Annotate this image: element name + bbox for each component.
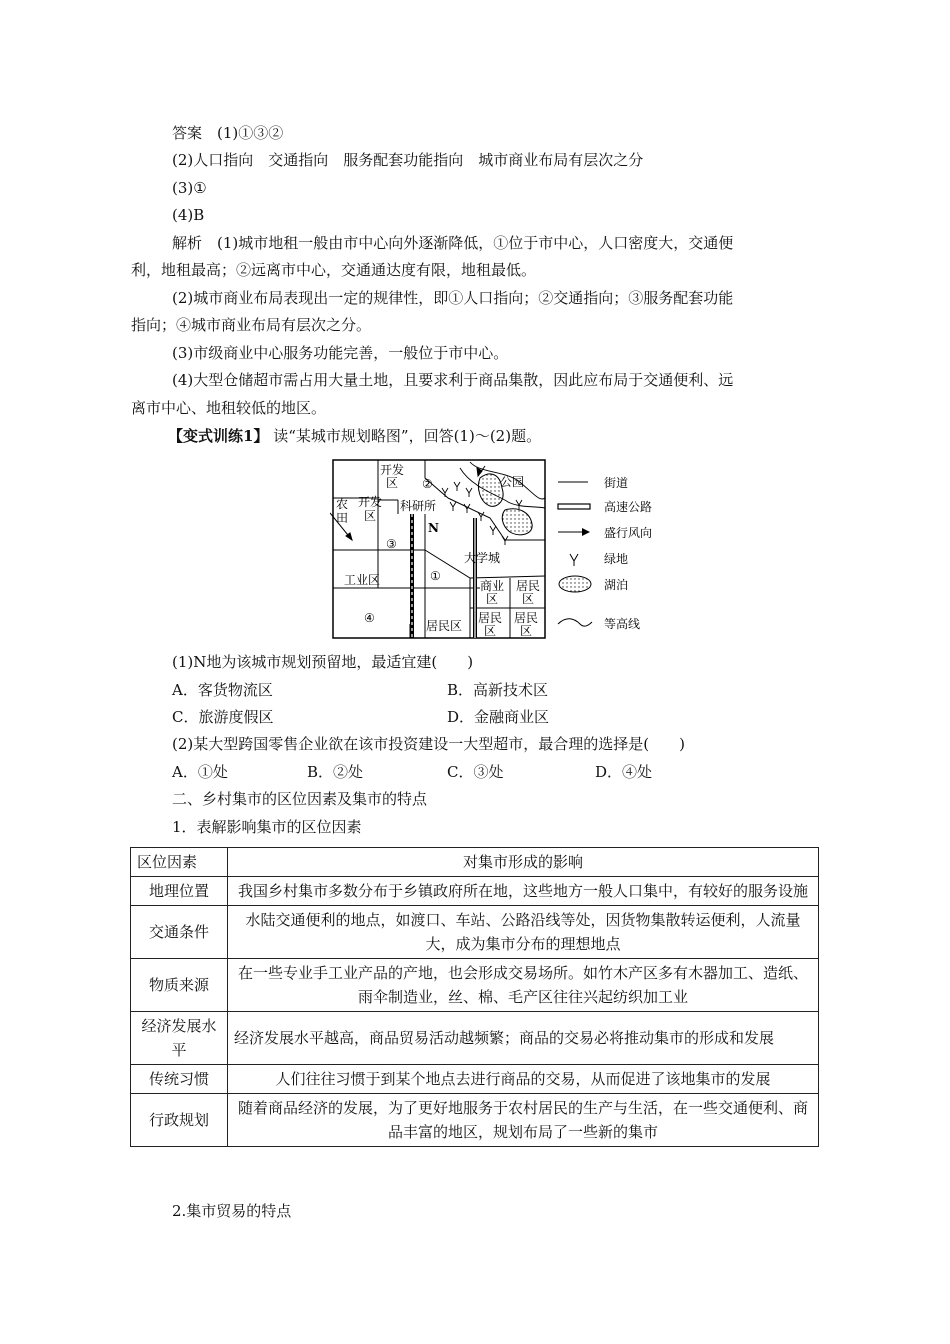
table-row — [131, 1065, 819, 1094]
zone-nongtian-1: 农 — [336, 497, 349, 511]
section-sub2: 2.集市贸易的特点 — [172, 1202, 292, 1220]
exercise-intro: 读“某城市规划略图”，回答(1)～(2)题。 — [273, 427, 542, 445]
analysis-p1a: 解析 (1)城市地租一般由市中心向外逐渐降低，①位于市中心，人口密度大，交通便 — [172, 234, 734, 252]
q1-option-d[interactable]: D．金融商业区 — [447, 708, 550, 726]
q2-option-c[interactable]: C．③处 — [447, 763, 504, 781]
location-factors-table — [130, 847, 819, 1147]
table-row — [131, 906, 819, 959]
table-cell-effect: 随着商品经济的发展，为了更好地服务于农村居民的生产与生活，在一些交通便利、商品丰富的地区，规划布局了一些新的集市 — [228, 1094, 819, 1147]
q2-option-a[interactable]: A．①处 — [172, 763, 228, 781]
zone-kaifa2: 开发 — [358, 495, 383, 509]
analysis-p4b: 离市中心、地租较低的地区。 — [131, 399, 327, 417]
zone-kaifa2b: 区 — [364, 509, 377, 523]
table-header-factor: 区位因素 — [131, 848, 228, 877]
analysis-p4a: (4)大型仓储超市需占用大量土地，且要求利于商品集散，因此应布局于交通便利、远 — [172, 371, 734, 389]
zone-kaifa1b: 区 — [386, 476, 399, 490]
table-cell-factor: 传统习惯 — [131, 1065, 228, 1094]
zone-jumin-bottom: 居民区 — [426, 619, 463, 633]
table-cell-factor: 地理位置 — [131, 877, 228, 906]
zone-jumin-a2: 区 — [522, 592, 535, 606]
analysis-p2b: 指向；④城市商业布局有层次之分。 — [131, 316, 372, 334]
q1-option-c[interactable]: C．旅游度假区 — [172, 708, 274, 726]
q1-option-a[interactable]: A．客货物流区 — [172, 681, 273, 699]
legend-lake-symbol — [559, 576, 591, 592]
zone-circ4: ④ — [364, 611, 375, 625]
analysis-p3: (3)市级商业中心服务功能完善，一般位于市中心。 — [172, 344, 509, 362]
answer-line-4: (4)B — [172, 206, 205, 224]
legend-lake: 湖泊 — [604, 578, 629, 592]
zone-jumin-a1: 居民 — [516, 579, 541, 593]
q2-option-b[interactable]: B．②处 — [307, 763, 364, 781]
legend-highway-symbol — [558, 504, 590, 509]
zone-jumin-c1: 居民 — [514, 611, 539, 625]
section-title: 二、乡村集市的区位因素及集市的特点 — [172, 790, 428, 808]
zone-daxue: 大学城 — [464, 551, 501, 565]
legend-green-symbol — [570, 554, 578, 566]
q1-option-b[interactable]: B．高新技术区 — [447, 681, 549, 699]
wind-arrows — [330, 466, 485, 638]
zone-jumin-b1: 居民 — [478, 611, 503, 625]
legend-contour: 等高线 — [604, 617, 641, 631]
map-legend — [558, 476, 652, 631]
q2-option-d[interactable]: D．④处 — [595, 763, 653, 781]
zone-jumin-b2: 区 — [484, 624, 497, 638]
table-header-row — [131, 848, 819, 877]
table-cell-effect: 水陆交通便利的地点，如渡口、车站、公路沿线等处，因货物集散转运便利，人流量大，成为集市分布的理想地点 — [228, 906, 819, 959]
legend-green: 绿地 — [604, 552, 629, 566]
table-row — [131, 877, 819, 906]
analysis-p1b: 利，地租最高；②远离市中心，交通通达度有限，地租最低。 — [131, 261, 537, 279]
zone-shangye-2: 区 — [486, 592, 499, 606]
exercise-label: 【变式训练1】 — [168, 427, 269, 445]
table-cell-factor: 经济发展水平 — [131, 1012, 228, 1065]
question-1: (1)N地为该城市规划预留地，最适宜建( ) — [172, 653, 474, 671]
table-cell-effect: 我国乡村集市多数分布于乡镇政府所在地，这些地方一般人口集中，有较好的服务设施 — [228, 877, 819, 906]
legend-wind: 盛行风向 — [604, 526, 653, 540]
table-cell-effect: 在一些专业手工业产品的产地，也会形成交易场所。如竹木产区多有木器加工、造纸、雨伞制造业，丝、棉、毛产区往往兴起纺织加工业 — [228, 959, 819, 1012]
table-cell-effect: 人们往往习惯于到某个地点去进行商品的交易，从而促进了该地集市的发展 — [228, 1065, 819, 1094]
zone-kaifa1: 开发 — [380, 463, 405, 477]
section-sub1: 1．表解影响集市的区位因素 — [172, 818, 362, 836]
zone-gongye: 工业区 — [344, 573, 381, 587]
zone-circ3: ③ — [386, 537, 397, 551]
table-row — [131, 1012, 819, 1065]
analysis-p2a: (2)城市商业布局表现出一定的规律性，即①人口指向；②交通指向；③服务配套功能 — [172, 289, 734, 307]
zone-keyan: 科研所 — [400, 499, 437, 513]
table-row — [131, 1094, 819, 1147]
zone-shangye-1: 商业 — [480, 579, 505, 593]
answer-line-2: (2)人口指向 交通指向 服务配套功能指向 城市商业布局有层次之分 — [172, 151, 644, 169]
legend-street: 街道 — [604, 476, 629, 490]
zone-circ2: ② — [422, 477, 433, 491]
question-2: (2)某大型跨国零售企业欲在该市投资建设一大型超市，最合理的选择是( ) — [172, 735, 685, 753]
lake — [502, 509, 532, 535]
zone-gongyuan: 公园 — [500, 475, 525, 489]
zone-jumin-c2: 区 — [520, 624, 533, 638]
legend-contour-symbol — [558, 619, 592, 626]
answer-line-3: (3)① — [172, 179, 207, 197]
zone-circ1: ① — [430, 569, 441, 583]
table-cell-effect: 经济发展水平越高，商品贸易活动越频繁；商品的交易必将推动集市的形成和发展 — [228, 1012, 819, 1065]
zone-nongtian-2: 田 — [336, 511, 349, 525]
table-cell-factor: 交通条件 — [131, 906, 228, 959]
exercise-heading — [168, 426, 541, 446]
answer-line-1: 答案 (1)①③② — [172, 124, 284, 142]
table-cell-factor: 行政规划 — [131, 1094, 228, 1147]
city-plan-map — [330, 458, 670, 642]
table-row — [131, 959, 819, 1012]
zone-N: N — [428, 521, 439, 535]
table-header-effect: 对集市形成的影响 — [228, 848, 819, 877]
legend-highway: 高速公路 — [604, 500, 653, 514]
table-cell-factor: 物质来源 — [131, 959, 228, 1012]
